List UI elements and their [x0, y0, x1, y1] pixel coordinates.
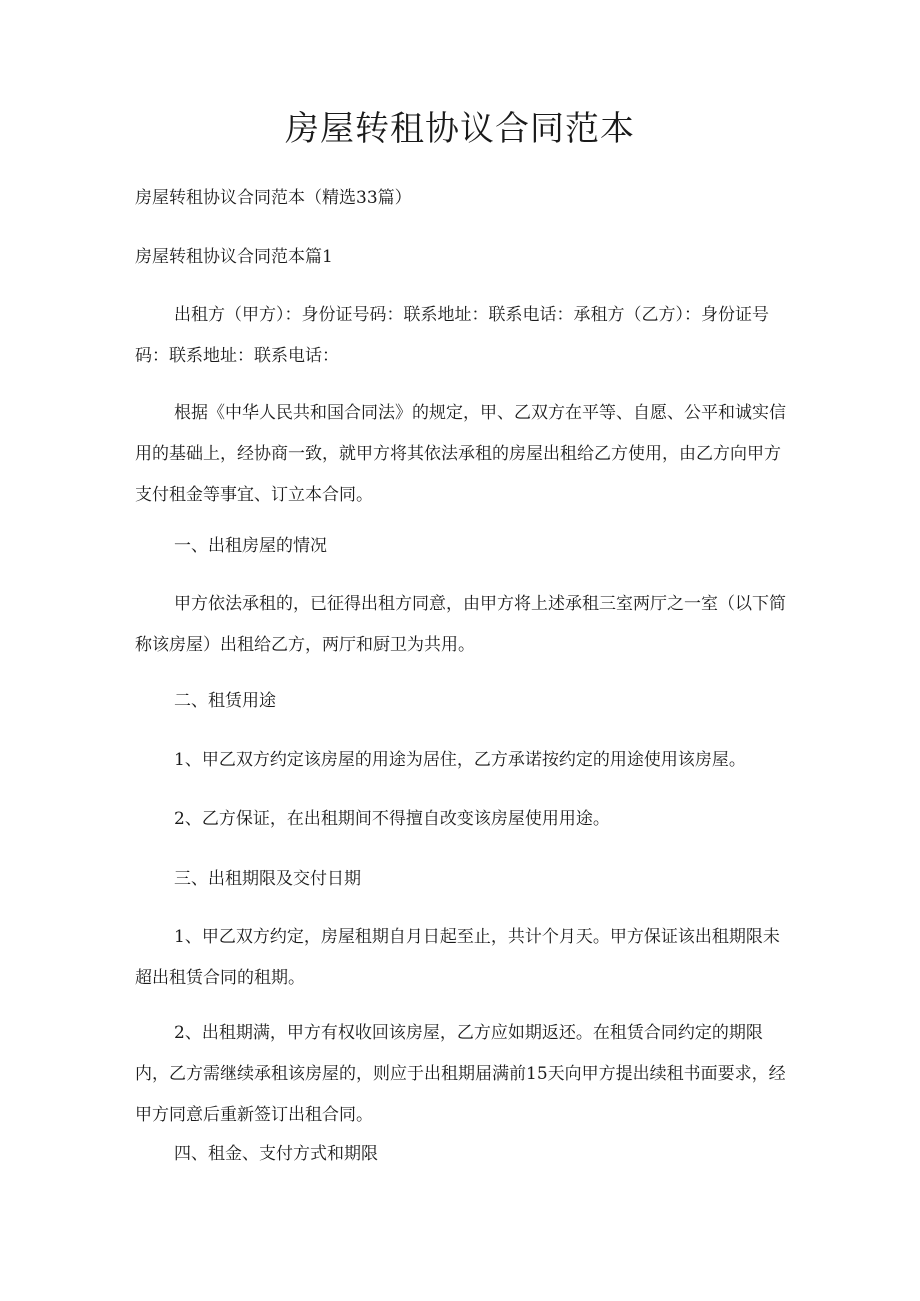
document-title: 房屋转租协议合同范本 — [285, 109, 635, 149]
heading-rental-premises: 一、出租房屋的情况 — [174, 536, 327, 556]
document-subtitle: 房屋转租协议合同范本（精选33篇） — [135, 188, 412, 208]
clause-lease-term-2: 2、出租期满，甲方有权收回该房屋，乙方应如期返还。在租赁合同约定的期限内，乙方需继续承租该房屋的，则应于出租期届满前15天向甲方提出续租书面要求，经甲方同意后重新签订出租合同。 — [135, 1023, 786, 1125]
heading-rent-payment: 四、租金、支付方式和期限 — [174, 1144, 378, 1164]
clause-lease-purpose-2: 2、乙方保证，在出租期间不得擅自改变该房屋使用用途。 — [174, 809, 610, 829]
clause-lease-purpose-1: 1、甲乙双方约定该房屋的用途为居住，乙方承诺按约定的用途使用该房屋。 — [174, 750, 746, 770]
clause-lease-term-1: 1、甲乙双方约定，房屋租期自月日起至止，共计个月天。甲方保证该出租期限未超出租赁合同的租期。 — [135, 927, 780, 988]
heading-lease-purpose: 二、租赁用途 — [174, 691, 276, 711]
parties-paragraph: 出租方（甲方）：身份证号码：联系地址：联系电话：承租方（乙方）：身份证号码：联系地址：联系电话： — [135, 305, 769, 366]
preamble-paragraph: 根据《中华人民共和国合同法》的规定，甲、乙双方在平等、自愿、公平和诚实信用的基础上，经协商一致，就甲方将其依法承租的房屋出租给乙方使用，由乙方向甲方支付租金等事宜、订立本合同。 — [135, 403, 786, 505]
clause-rental-premises: 甲方依法承租的，已征得出租方同意，由甲方将上述承租三室两厅之一室（以下简称该房屋）出租给乙方，两厅和厨卫为共用。 — [135, 594, 786, 655]
section-label: 房屋转租协议合同范本篇1 — [135, 247, 333, 267]
heading-lease-term: 三、出租期限及交付日期 — [174, 869, 361, 889]
